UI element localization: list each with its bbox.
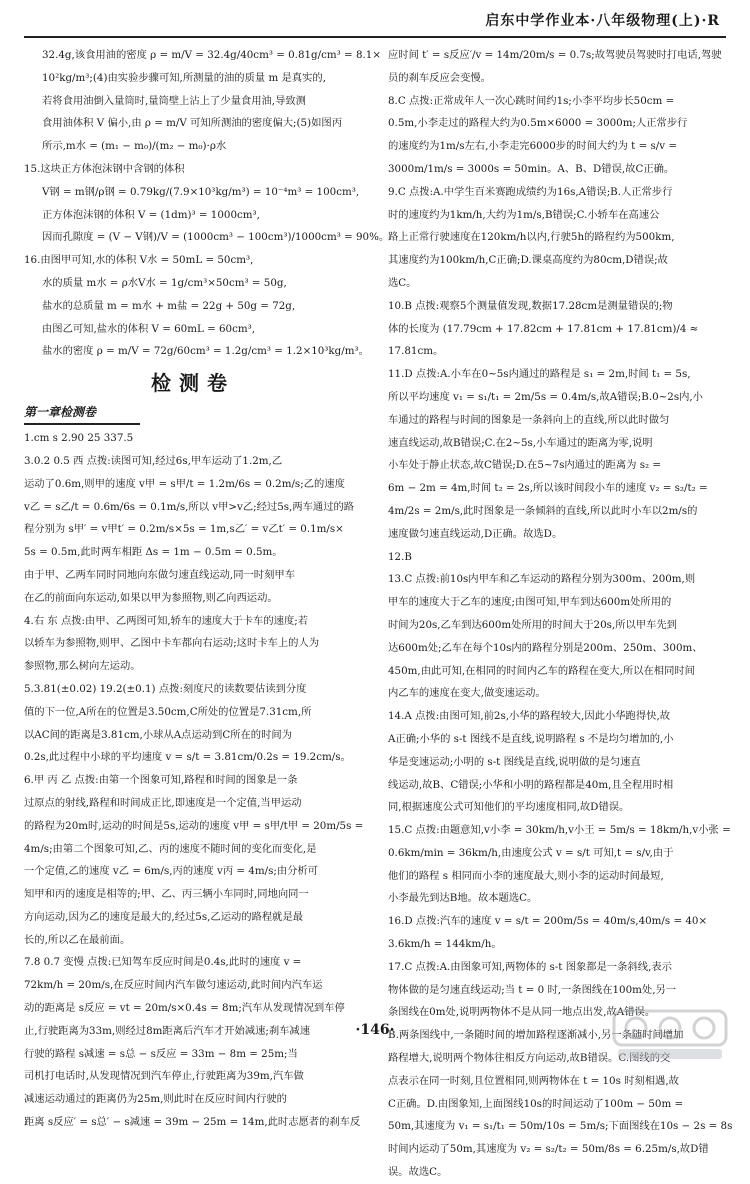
text-line: 时间为20s,乙车到达600m处所用的时间大于20s,所以甲车先到 — [388, 618, 677, 631]
text-line: 水的质量 m水 = ρ水V水 = 1g/cm³×50cm³ = 50g, — [42, 276, 287, 289]
text-line: 7.8 0.7 变慢 点拨:已知驾车反应时间是0.4s,此时的速度 v = — [24, 956, 302, 969]
text-line: 减速运动通过的距离仍为25m,则此时在反应时间内行驶的 — [24, 1093, 287, 1106]
text-line: 时的速度约为1km/h,大约为1m/s,B错误;C.小轿车在高速公 — [388, 208, 660, 221]
text-line: 程分别为 s甲′ = v甲t′ = 0.2m/s×5s = 1m,s乙′ = v乙t′ = 0.1m/s× — [24, 523, 344, 536]
text-line: 甲车的速度大于乙车的速度;由图可知,甲车到达600m处所用的 — [388, 596, 672, 609]
text-line: 值的下一位,A所在的位置是3.50cm,C所处的位置是7.31cm,所 — [24, 705, 312, 718]
text-line: 小李最先到达B地。故本题选C。 — [388, 892, 538, 905]
text-line: 17.81cm。 — [388, 345, 444, 358]
text-line: 6m − 2m = 4m,时间 t₂ = 2s,所以该时间段小车的速度 v₂ = s₂/t₂ = — [388, 482, 708, 495]
text-line: 其速度约为100km/h,C正确;D.课桌高度约为80cm,D错误;故 — [388, 254, 668, 267]
text-line: 以轿车为参照物,则甲、乙图中卡车都向右运动;这时卡车上的人为 — [24, 637, 320, 650]
text-line: 过原点的射线,路程和时间成正比,即速度是一个定值,当甲运动 — [24, 796, 302, 809]
text-line: 运动了0.6m,则甲的速度 v甲 = s甲/t = 1.2m/6s = 0.2m/s;乙的速度 — [24, 477, 345, 490]
text-line: 达600m处;乙车在每个10s内的路程分别是200m、250m、300m、 — [388, 641, 703, 654]
text-line: 4m/2s = 2m/s,此时图象是一条倾斜的直线,所以此时小车以2m/s的 — [388, 504, 698, 517]
text-line: 8.C 点拨:正常成年人一次心跳时间约1s;小李平均步长50cm = — [388, 94, 675, 107]
text-line: 若将食用油倒入量筒时,量筒壁上沾上了少量食用油,导致测 — [42, 94, 306, 107]
text-line: 盐水的总质量 m = m水 + m盐 = 22g + 50g = 72g, — [42, 299, 296, 312]
text-line: 物体做的是匀速直线运动;当 t = 0 时,一条图线在100m处,另一 — [388, 983, 677, 996]
text-line: 车通过的路程与时间的图象是一条斜向上的直线,所以此时做匀 — [388, 413, 670, 426]
text-line: 17.C 点拨:A.由图象可知,两物体的 s-t 图象都是一条斜线,表示 — [388, 960, 672, 973]
text-line: 9.C 点拨:A.中学生百米赛跑成绩约为16s,A错误;B.人正常步行 — [388, 185, 673, 198]
text-line: 1.cm s 2.90 25 337.5 — [24, 432, 134, 445]
text-line: 同,根据速度公式可知他们的平均速度相同,故D错误。 — [388, 801, 630, 814]
text-line: 时间内运动了50m,其速度为 v₂ = s₂/t₂ = 50m/8s = 6.25m/s,故D错 — [388, 1143, 709, 1156]
text-line: 10.B 点拨:观察5个测量值发现,数据17.28cm是测量错误的;物 — [388, 299, 673, 312]
text-line: 16.D 点拨:汽车的速度 v = s/t = 200m/5s = 40m/s,40m/s = 40× — [388, 915, 708, 928]
text-line: 华是变速运动;小明的 s-t 图线是直线,说明做的是匀速直 — [388, 755, 641, 768]
text-line: 他们的路程 s 相同而小李的速度最大,则小李的运动时间最短, — [388, 869, 664, 882]
text-line: 3.6km/h = 144km/h。 — [388, 938, 502, 951]
text-line: 因而孔隙度 = (V − V钢)/V = (1000cm³ − 100cm³)/1000cm³ = 90%。 — [42, 231, 390, 244]
text-line: 线运动,故B、C错误;小华和小明的路程都是40m,且全程用时相 — [388, 778, 674, 791]
text-line: 450m,由此可知,在相同的时间内乙车的路程在变大,所以在相同时间 — [388, 664, 695, 677]
text-line: 所示,m水 = (m₁ − m₀)/(m₂ − m₀)·ρ水 — [42, 140, 227, 153]
text-line: 14.A 点拨:由图可知,前2s,小华的路程较大,因此小华跑得快,故 — [388, 710, 671, 723]
text-line: 误。故选C。 — [388, 1166, 448, 1179]
text-line: 员的刹车反应会变慢。 — [388, 71, 491, 84]
text-line: 由图乙可知,盐水的体积 V = 60mL = 60cm³, — [42, 322, 256, 335]
text-line: 在乙的前面向东运动,如果以甲为参照物,则乙向西运动。 — [24, 591, 278, 604]
text-line: 15.这块正方体泡沫钢中含钢的体积 — [24, 162, 185, 175]
text-line: 速度做匀速直线运动,D正确。故选D。 — [388, 527, 563, 540]
text-line: 72km/h = 20m/s,在反应时间内汽车做匀速运动,此时间内汽车运 — [24, 979, 323, 992]
text-line: 3.0.2 0.5 西 点拨:读图可知,经过6s,甲车运动了1.2m,乙 — [24, 454, 283, 467]
text-line: 10²kg/m³;(4)由实验步骤可知,所测量的油的质量 m 是真实的, — [42, 71, 326, 84]
text-line: 盐水的密度 ρ = m/V = 72g/60cm³ = 1.2g/cm³ = 1.2×10³kg/m³。 — [42, 345, 369, 358]
text-line: B.两条图线中,一条随时间的增加路程逐渐减小,另一条随时间增加 — [388, 1029, 684, 1042]
text-line: 的速度约为1m/s左右,小李走完6000步的时间大约为 t = s/v = — [388, 140, 677, 153]
text-line: 知甲和丙的速度是相等的;甲、乙、丙三辆小车同时,同地向同一 — [24, 888, 309, 901]
text-line: 11.D 点拨:A.小车在0~5s内通过的路程是 s₁ = 2m,时间 t₁ = 5s, — [388, 368, 691, 381]
text-line: 应时间 t′ = s反应′/v = 14m/20m/s = 0.7s;故驾驶员驾驶时打电话,驾驶 — [388, 49, 722, 61]
text-line: 体的长度为 (17.79cm + 17.82cm + 17.81cm + 17.81cm)/4 ≈ — [388, 322, 699, 335]
text-line: 5s = 0.5m,此时两车相距 Δs = 1m − 0.5m = 0.5m。 — [24, 546, 283, 559]
text-line: 0.6km/min = 36km/h,由速度公式 v = s/t 可知,t = s/v,由于 — [388, 846, 674, 859]
watermark-logo — [610, 1005, 730, 1063]
text-line: 条图线在0m处,说明两物体不是从同一地点出发,故A错误。 — [388, 1006, 656, 1019]
text-line: 止,行驶距离为33m,则经过8m距离后汽车才开始减速;刹车减速 — [24, 1024, 311, 1037]
text-line: 0.5m,小李走过的路程大约为0.5m×6000 = 3000m;人正常步行 — [388, 117, 688, 130]
text-line: 速直线运动,故B错误;C.在2~5s,小车通过的距离为零,说明 — [388, 436, 653, 449]
text-line: 参照物,那么树向左运动。 — [24, 660, 141, 673]
text-line: 50m,其速度为 v₁ = s₁/t₁ = 50m/10s = 5m/s;下面图线在10s − 2s = 8s — [388, 1120, 733, 1133]
text-line: 由于甲、乙两车同时同地向东做匀速直线运动,同一时刻甲车 — [24, 568, 295, 581]
right-column — [388, 44, 733, 1179]
text-line: 32.4g,该食用油的密度 ρ = m/V = 32.4g/40cm³ = 0.81g/cm³ = 8.1× — [42, 49, 381, 61]
text-line: 距离 s反应′ = s总′ − s减速 = 39m − 25m = 14m,此时志愿者的刹车反 — [24, 1116, 361, 1129]
section-title: 检测卷 — [151, 371, 235, 396]
text-line: 司机打电话时,从发现情况到汽车停止,行驶距离为39m,汽车做 — [24, 1070, 304, 1083]
text-line: 12.B — [388, 550, 412, 563]
text-line: 一个定值,乙的速度 v乙 = 6m/s,丙的速度 v丙 = 4m/s;由分析可 — [24, 865, 319, 878]
text-line: 3000m/1m/s = 3000s = 50min。A、B、D错误,故C正确。 — [388, 162, 675, 175]
text-line: 的路程为20m时,运动的时间是5s,运动的速度 v甲 = s甲/t甲 = 20m/5s = — [24, 819, 364, 832]
text-line: C正确。D.由图象知,上面图线10s的时间运动了100m − 50m = — [388, 1097, 684, 1110]
text-line: 16.由图甲可知,水的体积 V水 = 50mL = 50cm³, — [24, 254, 254, 267]
answer-block-previous-chapter — [24, 44, 390, 363]
chapter-title: 第一章检测卷 — [24, 401, 140, 425]
text-line: 长的,所以乙在最前面。 — [24, 933, 131, 946]
text-line: 4.右 东 点拨:由甲、乙两图可知,轿车的速度大于卡车的速度;若 — [24, 614, 309, 627]
text-line: v乙 = s乙/t = 0.6m/6s = 0.1m/s,所以 v甲>v乙;经过5s,两车通过的路 — [24, 500, 355, 513]
page-number: ·146· — [355, 1022, 395, 1038]
text-line: 选C。 — [388, 276, 417, 289]
text-line: 0.2s,此过程中小球的平均速度 v = s/t = 3.81cm/0.2s = 19.2cm/s。 — [24, 751, 351, 764]
text-line: 所以平均速度 v₁ = s₁/t₁ = 2m/5s = 0.4m/s,故A错误;B.0~2s内,小 — [388, 390, 703, 403]
book-title: 启东中学作业本·八年级物理(上)·R — [485, 13, 720, 29]
text-line: 动的距离是 s反应 = vt = 20m/s×0.4s = 8m;汽车从发现情况到车停 — [24, 1002, 345, 1015]
running-header — [24, 6, 726, 38]
text-line: 方向运动,因为乙的速度是最大的,经过5s,乙运动的路程就是最 — [24, 910, 304, 923]
text-line: 4m/s;由第二个图象可知,乙、丙的速度不随时间的变化而变化,是 — [24, 842, 317, 855]
text-line: 点表示在同一时刻,且位置相同,则两物体在 t = 10s 时刻相遇,故 — [388, 1074, 679, 1087]
text-line: 15.C 点拨:由题意知,v小李 = 30km/h,v小王 = 5m/s = 18km/h,v小张 = — [388, 824, 731, 837]
text-line: 路程增大,说明两个物体往相反方向运动,故B错误。C.图线的交 — [388, 1052, 671, 1065]
text-line: 内乙车的速度在变大,做变速运动。 — [388, 687, 546, 700]
text-line: 小车处于静止状态,故C错误;D.在5~7s内通过的距离为 s₂ = — [388, 459, 662, 472]
text-line: A正确;小华的 s-t 图线不是直线,说明路程 s 不是均匀增加的,小 — [388, 732, 674, 745]
text-line: 5.3.81(±0.02) 19.2(±0.1) 点拨:刻度尺的读数要估读到分度 — [24, 682, 307, 695]
text-line: V钢 = m钢/ρ钢 = 0.79kg/(7.9×10³kg/m³) = 10⁻⁴m³ = 100cm³, — [42, 185, 360, 198]
text-line: 行驶的路程 s减速 = s总 − s反应 = 33m − 8m = 25m;当 — [24, 1047, 298, 1060]
text-line: 6.甲 丙 乙 点拨:由第一个图象可知,路程和时间的图象是一条 — [24, 774, 298, 787]
text-line: 以AC间的距离是3.81cm,小球从A点运动到C所在的时间为 — [24, 728, 292, 741]
text-line: 路上正常行驶速度在120km/h以内,行驶5h的路程约为500km, — [388, 231, 675, 244]
text-line: 13.C 点拨:前10s内甲车和乙车运动的路程分别为300m、200m,则 — [388, 573, 696, 586]
text-line: 食用油体积 V 偏小,由 ρ = m/V 可知所测油的密度偏大;(5)如图丙 — [42, 117, 342, 130]
text-line: 正方体泡沫钢的体积 V = (1dm)³ = 1000cm³, — [42, 208, 260, 221]
